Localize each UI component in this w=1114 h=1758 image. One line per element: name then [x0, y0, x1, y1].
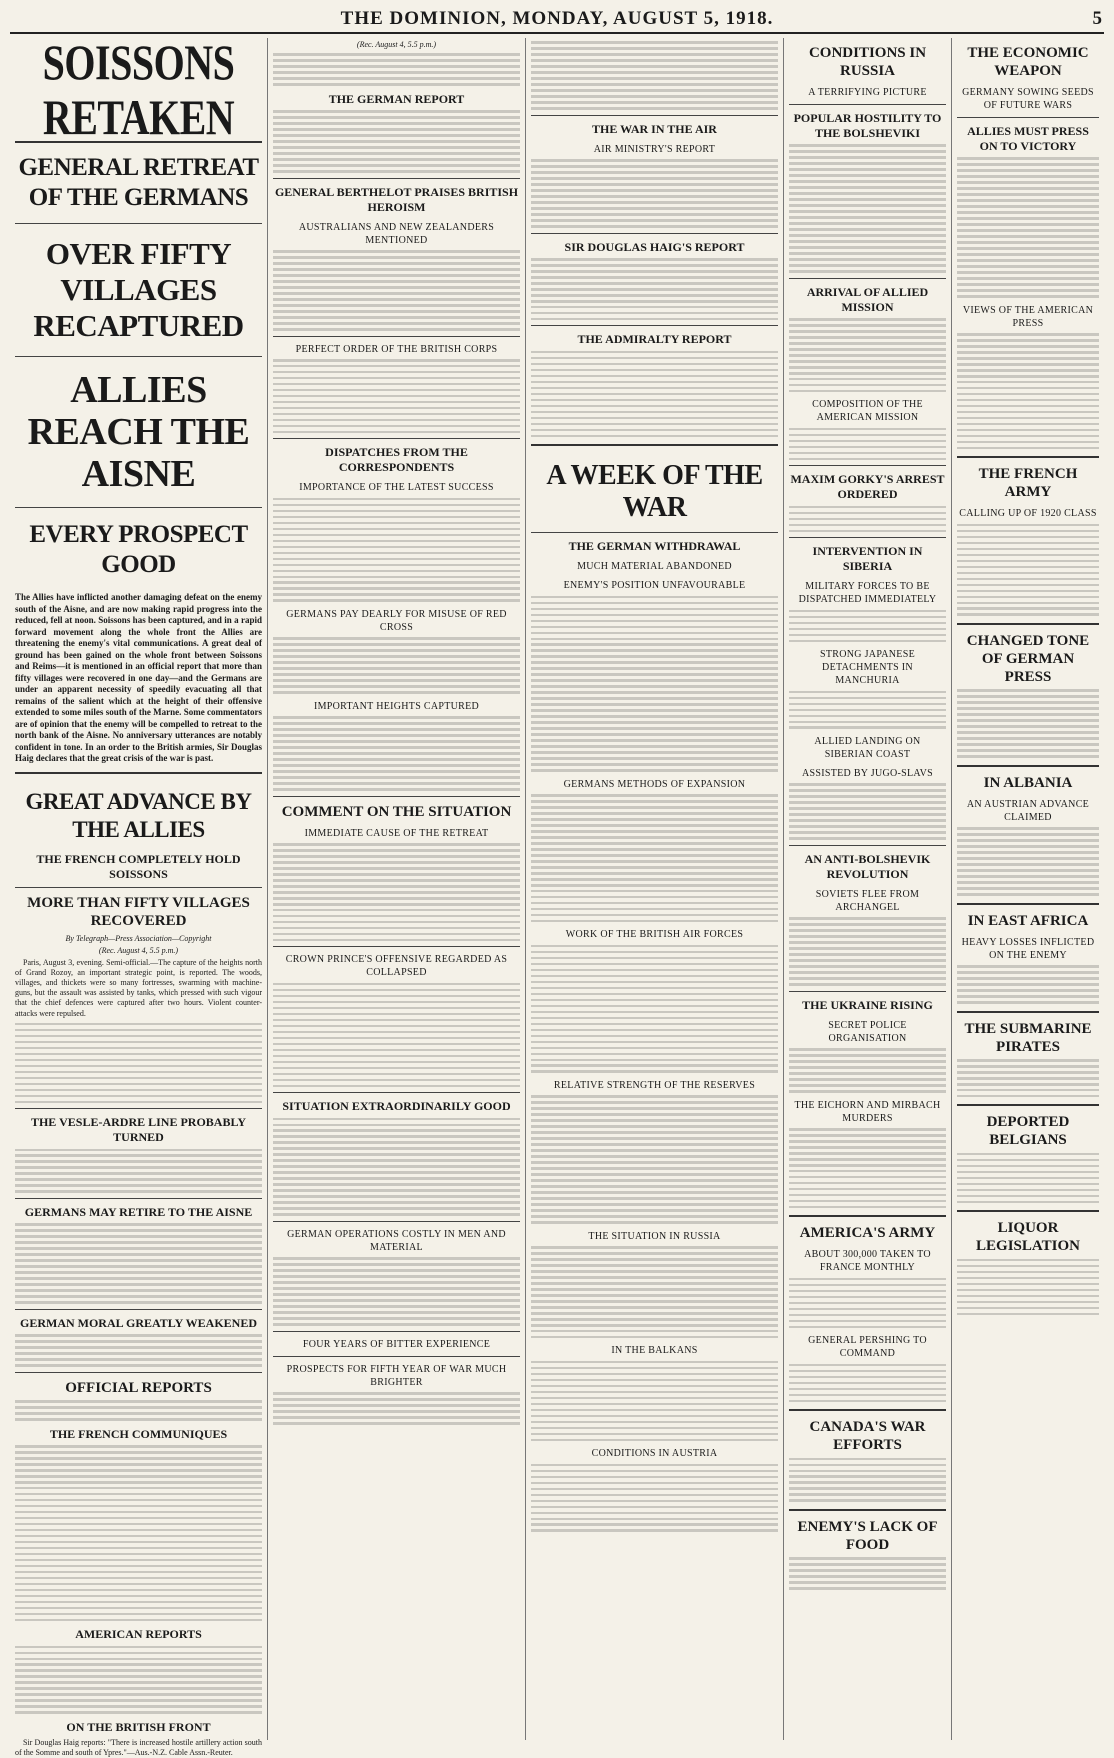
- headline-murders: THE EICHORN AND MIRBACH MURDERS: [794, 1099, 941, 1124]
- subhead-hostility: POPULAR HOSTILITY TO THE BOLSHEVIKI: [793, 111, 942, 140]
- headline-german-press: CHANGED TONE OF GERMAN PRESS: [966, 633, 1090, 686]
- headline-war-in-air: THE WAR IN THE AIR: [592, 121, 717, 136]
- page-number: 5: [1092, 8, 1102, 29]
- subhead-immediate-cause: IMMEDIATE CAUSE OF THE RETREAT: [304, 827, 489, 839]
- headline-gorky: MAXIM GORKY'S ARREST ORDERED: [790, 472, 945, 502]
- subhead-american-press: VIEWS OF THE AMERICAN PRESS: [962, 304, 1094, 329]
- subhead-jugo-slavs: ASSISTED BY JUGO-SLAVS: [801, 768, 934, 780]
- subhead-american-mission: COMPOSITION OF THE AMERICAN MISSION: [812, 399, 923, 424]
- subhead-1920-class: CALLING UP OF 1920 CLASS: [959, 508, 1097, 520]
- headline-extraordinarily-good: SITUATION EXTRAORDINARILY GOOD: [282, 1099, 511, 1114]
- headline-british-front: ON THE BRITISH FRONT: [66, 1719, 211, 1734]
- headline-general-retreat: GENERAL RETREAT OF THE GERMANS: [18, 154, 259, 211]
- column-2: [268, 38, 526, 1740]
- column-5: [952, 38, 1104, 1740]
- headline-anti-bolshevik: AN ANTI-BOLSHEVIK REVOLUTION: [804, 851, 931, 881]
- headline-submarine: THE SUBMARINE PIRATES: [964, 1020, 1092, 1055]
- subhead-manchuria: STRONG JAPANESE DETACHMENTS IN MANCHURIA: [820, 649, 915, 687]
- headline-fifth-year: PROSPECTS FOR FIFTH YEAR OF WAR MUCH BRIGHTER: [286, 1363, 507, 1388]
- headline-economic-weapon: THE ECONOMIC WEAPON: [967, 45, 1089, 79]
- masthead: [10, 6, 1104, 34]
- headline-canada: CANADA'S WAR EFFORTS: [809, 1419, 926, 1454]
- subhead-anzacs: AUSTRALIANS AND NEW ZEALANDERS MENTIONED: [298, 221, 495, 246]
- headline-deported-belgians: DEPORTED BELGIANS: [986, 1114, 1070, 1149]
- received-date: (Rec. August 4, 5.5 p.m.): [356, 40, 437, 49]
- subhead-air-forces: WORK OF THE BRITISH AIR FORCES: [565, 929, 744, 941]
- headline-retire-aisne: GERMANS MAY RETIRE TO THE AISNE: [24, 1204, 253, 1219]
- article-paragraph: Paris, August 3, evening. Semi-official.—The capture of the heights north of Grand Rozoy, an important strategic point, is reported. The woods, villages, and thickets were so many fortresses, swarming with machine-guns, but the assault was assisted by tanks, which pressed with such vigour that the chief defences were captured after two hours. Violent counter-attacks were repulsed.: [15, 957, 262, 1018]
- headline-four-years: FOUR YEARS OF BITTER EXPERIENCE: [302, 1338, 491, 1350]
- subhead-unfavourable: ENEMY'S POSITION UNFAVOURABLE: [563, 580, 746, 592]
- subhead-secret-police: SECRET POLICE ORGANISATION: [828, 1019, 907, 1044]
- subhead-fifty-villages: MORE THAN FIFTY VILLAGES RECOVERED: [27, 894, 250, 929]
- headline-crown-prince: CROWN PRINCE'S OFFENSIVE REGARDED AS COLLAPSED: [285, 954, 508, 979]
- column-3: [526, 38, 784, 1740]
- subhead-german-withdrawal: THE GERMAN WITHDRAWAL: [568, 539, 741, 554]
- headline-lack-of-food: ENEMY'S LACK OF FOOD: [797, 1519, 938, 1554]
- subhead-terrifying: A TERRIFYING PICTURE: [808, 87, 927, 98]
- headline-dispatches: DISPATCHES FROM THE CORRESPONDENTS: [325, 445, 468, 475]
- headline-liquor: LIQUOR LEGISLATION: [976, 1220, 1080, 1255]
- headline-admiralty: THE ADMIRALTY REPORT: [577, 332, 732, 347]
- column-4: [784, 38, 952, 1740]
- byline: By Telegraph—Press Association—Copyright: [65, 933, 212, 943]
- headline-soissons: SOISSONS RETAKEN: [42, 33, 235, 145]
- headline-russia-conditions: CONDITIONS IN RUSSIA: [808, 45, 927, 79]
- headline-week-of-war: A WEEK OF THE WAR: [546, 460, 763, 524]
- headline-costly-operations: GERMAN OPERATIONS COSTLY IN MEN AND MATERIAL: [287, 1228, 506, 1253]
- subhead-heavy-losses: HEAVY LOSSES INFLICTED ON THE ENEMY: [961, 936, 1095, 961]
- column-1: [10, 33, 268, 1758]
- headline-german-report: THE GERMAN REPORT: [328, 91, 465, 106]
- headline-french-army: THE FRENCH ARMY: [978, 466, 1078, 501]
- subhead-balkans: IN THE BALKANS: [611, 1345, 698, 1357]
- headline-great-advance: GREAT ADVANCE BY THE ALLIES: [25, 788, 252, 842]
- subhead-russia: THE SITUATION IN RUSSIA: [588, 1230, 721, 1242]
- subhead-military-forces: MILITARY FORCES TO BE DISPATCHED IMMEDIATELY: [798, 581, 937, 606]
- subhead-french-hold: THE FRENCH COMPLETELY HOLD SOISSONS: [36, 851, 241, 881]
- headline-french-communiques: THE FRENCH COMMUNIQUES: [49, 1426, 228, 1441]
- headline-villages: OVER FIFTY VILLAGES RECAPTURED: [33, 236, 244, 343]
- subhead-future-wars: GERMANY SOWING SEEDS OF FUTURE WARS: [962, 87, 1094, 111]
- headline-east-africa: IN EAST AFRICA: [967, 912, 1089, 929]
- subhead-austrian-advance: AN AUSTRIAN ADVANCE CLAIMED: [966, 798, 1090, 823]
- headline-allied-mission: ARRIVAL OF ALLIED MISSION: [806, 284, 929, 314]
- headline-prospect: EVERY PROSPECT GOOD: [29, 521, 248, 578]
- headline-haig-report: SIR DOUGLAS HAIG'S REPORT: [564, 239, 745, 254]
- headline-aisne: ALLIES REACH THE AISNE: [27, 369, 250, 495]
- subhead-importance: IMPORTANCE OF THE LATEST SUCCESS: [299, 482, 494, 494]
- headline-americas-army: AMERICA'S ARMY: [799, 1225, 936, 1242]
- subhead-press-on: ALLIES MUST PRESS ON TO VICTORY: [967, 124, 1089, 153]
- subhead-austria: CONDITIONS IN AUSTRIA: [591, 1448, 718, 1460]
- lead-summary: The Allies have inflicted another damaging defeat on the enemy south of the Aisne, and are now making rapid progress into the reduced, fell at noon. Soissons has been captured, and in a rapid forward movement along the whole front the Allies are threatening the enemy's vital communications. A great deal of ground has been gained on the whole front between Soissons and Reims—it is mentioned in an official report that more than fifty villages were recovered in one day—and the Germans are under an apparent necessity of speedily evacuating all that remains of the salient which at the height of their offensive extended to some miles south of the Marne. Some commentators are of opinion that the enemy will be compelled to retreat to the north bank of the Aisne. No anniversary utterances are notably confident in tone. In an order to the British armies, Sir Douglas Haig declares that the great crisis of the war is past.: [15, 592, 262, 763]
- headline-perfect-order: PERFECT ORDER OF THE BRITISH CORPS: [295, 343, 498, 355]
- headline-albania: IN ALBANIA: [983, 774, 1073, 791]
- headline-siberia: INTERVENTION IN SIBERIA: [812, 544, 923, 574]
- subhead-archangel: SOVIETS FLEE FROM ARCHANGEL: [815, 888, 920, 913]
- subhead-heights-captured: IMPORTANT HEIGHTS CAPTURED: [313, 700, 480, 712]
- subhead-pershing: GENERAL PERSHING TO COMMAND: [808, 1335, 927, 1360]
- headline-vesle-ardre: THE VESLE-ARDRE LINE PROBABLY TURNED: [30, 1115, 247, 1145]
- headline-moral-weakened: GERMAN MORAL GREATLY WEAKENED: [19, 1315, 258, 1330]
- subhead-red-cross: GERMANS PAY DEARLY FOR MISUSE OF RED CROSS: [286, 609, 507, 634]
- columns: [10, 33, 1104, 1758]
- article-paragraph-end: Sir Douglas Haig reports: "There is increased hostile artillery action south of the Somme and south of Ypres."—Aus.-N.Z. Cable Assn.-Reuter.: [15, 1737, 262, 1758]
- subhead-300000: ABOUT 300,000 TAKEN TO FRANCE MONTHLY: [804, 1249, 931, 1274]
- subhead-air-ministry: AIR MINISTRY'S REPORT: [593, 143, 716, 155]
- subhead-expansion: GERMANS METHODS OF EXPANSION: [563, 778, 746, 790]
- subhead-reserves: RELATIVE STRENGTH OF THE RESERVES: [553, 1080, 756, 1092]
- headline-ukraine: THE UKRAINE RISING: [802, 997, 933, 1012]
- headline-comment: COMMENT ON THE SITUATION: [281, 803, 512, 820]
- headline-official-reports: OFFICIAL REPORTS: [65, 1379, 212, 1396]
- newspaper-title: THE DOMINION, MONDAY, AUGUST 5, 1918.: [340, 8, 774, 29]
- subhead-siberian-coast: ALLIED LANDING ON SIBERIAN COAST: [814, 736, 921, 761]
- received-date: (Rec. August 4, 5.5 p.m.): [98, 945, 179, 955]
- headline-american-reports: AMERICAN REPORTS: [75, 1627, 202, 1642]
- subhead-material-abandoned: MUCH MATERIAL ABANDONED: [577, 561, 732, 573]
- headline-berthelot: GENERAL BERTHELOT PRAISES BRITISH HEROISM: [274, 184, 519, 214]
